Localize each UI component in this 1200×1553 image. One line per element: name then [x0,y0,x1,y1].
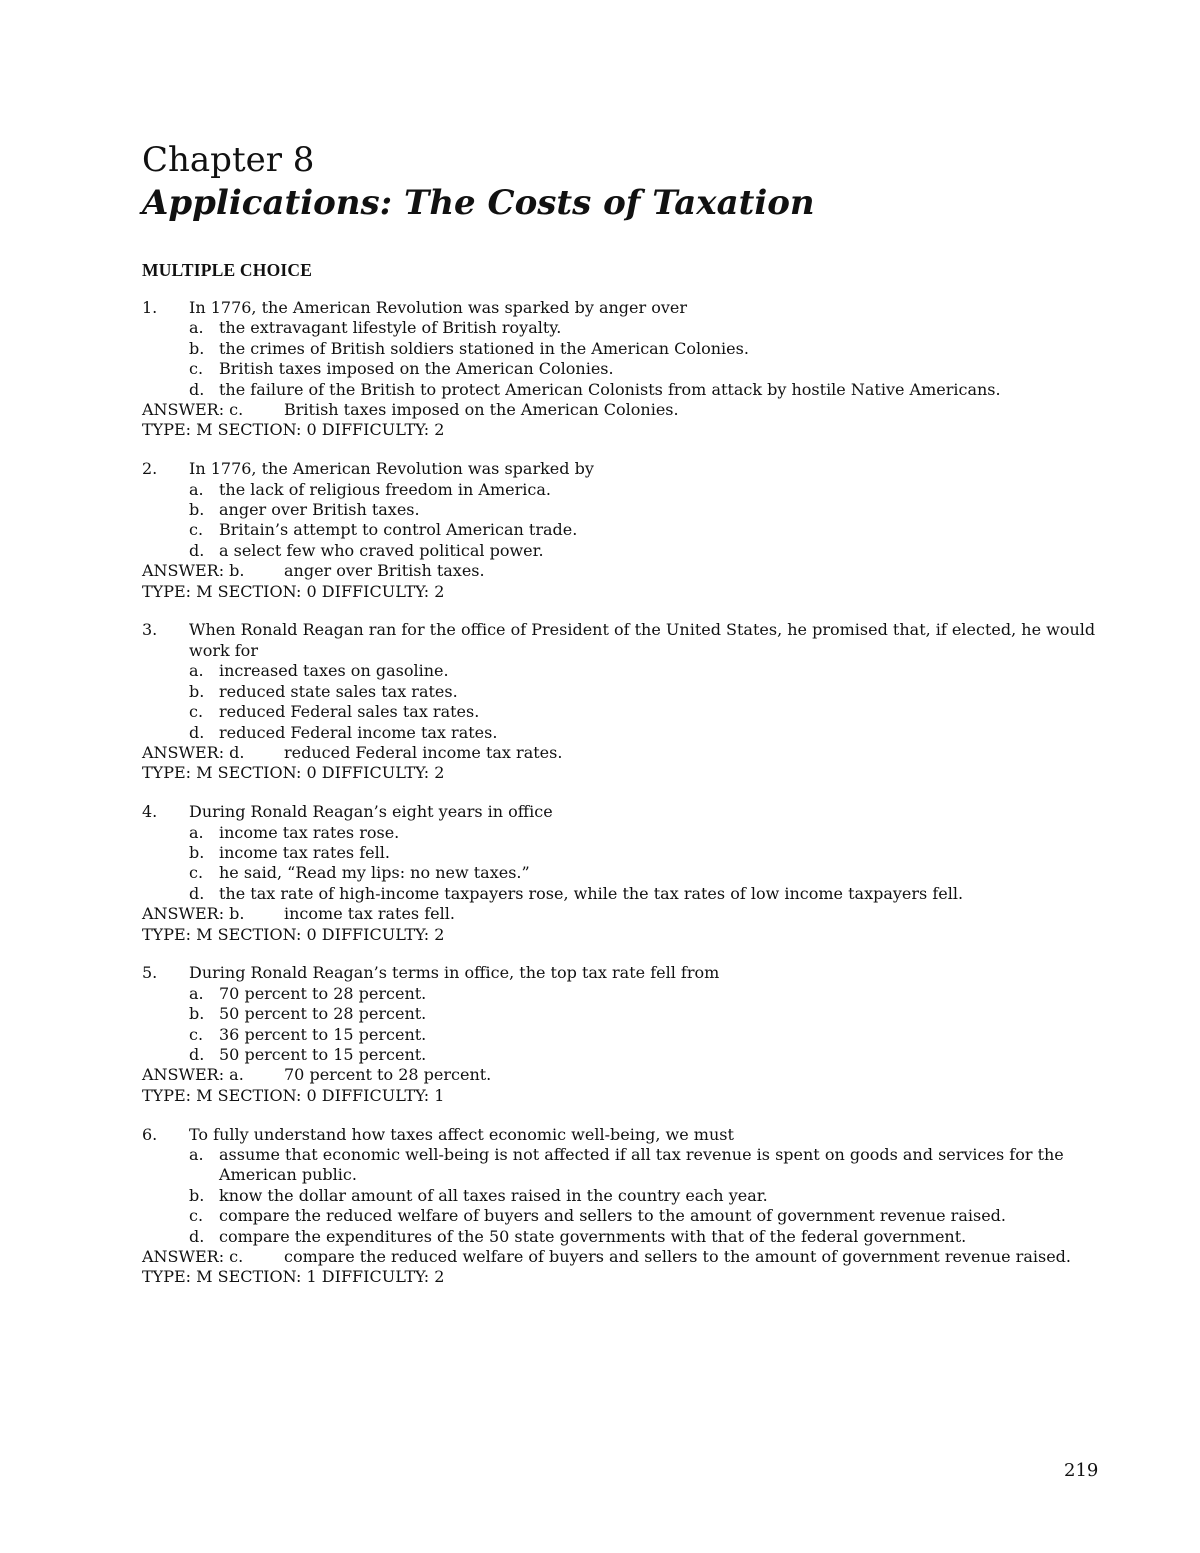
question-number: 1. [142,298,158,317]
option-letter: b. [189,1004,205,1024]
option-letter: c. [189,1024,204,1044]
question-meta: TYPE: M SECTION: 0 DIFFICULTY: 2 [142,420,445,440]
option-letter: b. [189,1185,205,1205]
answer-text: British taxes imposed on the American Colonies. [284,400,679,420]
option-d [142,723,1102,743]
option-b [142,682,1102,702]
option-text: British taxes imposed on the American Colonies. [219,359,614,379]
option-list [142,984,1102,1066]
option-b [142,339,1102,359]
option-letter: b. [189,500,205,520]
option-text: 50 percent to 15 percent. [219,1044,427,1064]
option-b [142,843,1102,863]
option-letter: b. [189,842,205,862]
question-meta: TYPE: M SECTION: 0 DIFFICULTY: 1 [142,1085,445,1105]
question-6 [142,1125,1102,1288]
question-2 [142,459,1102,602]
option-text: he said, “Read my lips: no new taxes.” [219,863,530,883]
option-letter: c. [189,359,204,379]
option-a [142,318,1102,338]
answer-label: ANSWER: a. [142,1065,244,1085]
option-letter: d. [189,722,205,742]
option-letter: a. [189,1144,204,1164]
question-3 [142,620,1102,783]
question-1 [142,298,1102,441]
option-c [142,520,1102,540]
option-letter: c. [189,1206,204,1226]
option-b [142,1004,1102,1024]
option-text: reduced Federal income tax rates. [219,722,498,742]
option-letter: d. [189,1044,205,1064]
option-letter: a. [189,661,204,681]
option-text: know the dollar amount of all taxes raised in the country each year. [219,1185,768,1205]
answer-text: income tax rates fell. [284,904,455,924]
question-meta: TYPE: M SECTION: 0 DIFFICULTY: 2 [142,581,445,601]
question-text: In 1776, the American Revolution was sparked by [189,459,594,479]
page-number: 219 [1064,1460,1099,1481]
answer-text: anger over British taxes. [284,561,485,581]
option-letter: a. [189,318,204,338]
option-letter: b. [189,681,205,701]
option-text: the crimes of British soldiers stationed in the American Colonies. [219,338,749,358]
option-text: compare the reduced welfare of buyers and sellers to the amount of government revenue raised. [219,1206,1006,1226]
option-d [142,380,1102,400]
option-b [142,500,1102,520]
answer-text: reduced Federal income tax rates. [284,742,563,762]
question-meta: TYPE: M SECTION: 1 DIFFICULTY: 2 [142,1267,445,1287]
option-c [142,359,1102,379]
answer-line [142,400,1102,420]
answer-text: 70 percent to 28 percent. [284,1065,492,1085]
answer-line [142,1247,1102,1267]
section-heading: MULTIPLE CHOICE [142,260,313,280]
option-text: 36 percent to 15 percent. [219,1024,427,1044]
option-text: reduced Federal sales tax rates. [219,702,480,722]
chapter-subtitle: Applications: The Costs of Taxation [142,183,815,223]
option-letter: d. [189,379,205,399]
option-letter: c. [189,863,204,883]
option-letter: a. [189,983,204,1003]
option-text: increased taxes on gasoline. [219,661,449,681]
option-letter: c. [189,702,204,722]
question-stem [142,1125,1102,1145]
option-text: the failure of the British to protect American Colonists from attack by hostile Native Americans. [219,379,1001,399]
option-d [142,1227,1102,1247]
option-text: income tax rates fell. [219,842,390,862]
option-text: Britain’s attempt to control American trade. [219,520,578,540]
question-meta: TYPE: M SECTION: 0 DIFFICULTY: 2 [142,763,445,783]
option-c [142,863,1102,883]
option-a [142,984,1102,1004]
answer-label: ANSWER: b. [142,561,245,581]
option-letter: d. [189,540,205,560]
answer-label: ANSWER: b. [142,904,245,924]
option-list [142,661,1102,743]
option-a [142,661,1102,681]
option-letter: a. [189,479,204,499]
answer-label: ANSWER: d. [142,742,245,762]
option-text: compare the expenditures of the 50 state governments with that of the federal government. [219,1226,967,1246]
option-list [142,318,1102,400]
question-4 [142,802,1102,945]
option-list [142,823,1102,905]
option-d [142,884,1102,904]
option-letter: d. [189,883,205,903]
option-text: assume that economic well-being is not affected if all tax revenue is spent on goods and services for the American public. [219,1144,1064,1185]
question-meta: TYPE: M SECTION: 0 DIFFICULTY: 2 [142,924,445,944]
question-stem [142,298,1102,318]
answer-line [142,743,1102,763]
option-text: 70 percent to 28 percent. [219,983,427,1003]
question-number: 5. [142,963,158,983]
option-text: anger over British taxes. [219,500,420,520]
question-text: When Ronald Reagan ran for the office of President of the United States, he promised that, if elected, he would work for [189,620,1096,660]
option-c [142,702,1102,722]
option-letter: a. [189,822,204,842]
option-text: a select few who craved political power. [219,540,544,560]
question-stem [142,963,1102,983]
question-stem [142,459,1102,479]
chapter-title: Chapter 8 [142,140,315,180]
question-text: In 1776, the American Revolution was sparked by anger over [189,298,688,317]
option-c [142,1206,1102,1226]
question-text: During Ronald Reagan’s eight years in office [189,802,553,822]
option-b [142,1186,1102,1206]
option-text: income tax rates rose. [219,822,400,842]
question-text: To fully understand how taxes affect economic well-being, we must [189,1124,734,1144]
option-letter: d. [189,1226,205,1246]
option-a [142,823,1102,843]
question-list [142,298,1102,1306]
answer-text: compare the reduced welfare of buyers and sellers to the amount of government revenue raised. [284,1247,1071,1267]
option-d [142,1045,1102,1065]
answer-label: ANSWER: c. [142,1247,244,1267]
question-number: 2. [142,459,158,479]
question-number: 4. [142,802,158,822]
option-text: reduced state sales tax rates. [219,681,458,701]
question-5 [142,963,1102,1106]
option-text: the extravagant lifestyle of British royalty. [219,318,562,338]
option-text: 50 percent to 28 percent. [219,1004,427,1024]
answer-line [142,904,1102,924]
option-letter: c. [189,520,204,540]
option-c [142,1025,1102,1045]
option-list [142,1145,1102,1247]
option-a [142,1145,1102,1186]
option-a [142,480,1102,500]
option-text: the tax rate of high-income taxpayers rose, while the tax rates of low income taxpayers fell. [219,883,964,903]
question-stem [142,802,1102,822]
answer-label: ANSWER: c. [142,400,244,420]
option-list [142,480,1102,562]
question-stem [142,620,1102,661]
option-d [142,541,1102,561]
question-number: 6. [142,1124,158,1144]
question-text: During Ronald Reagan’s terms in office, the top tax rate fell from [189,963,720,983]
question-number: 3. [142,620,158,640]
option-letter: b. [189,338,205,358]
answer-line [142,1065,1102,1085]
option-text: the lack of religious freedom in America. [219,479,551,499]
answer-line [142,561,1102,581]
